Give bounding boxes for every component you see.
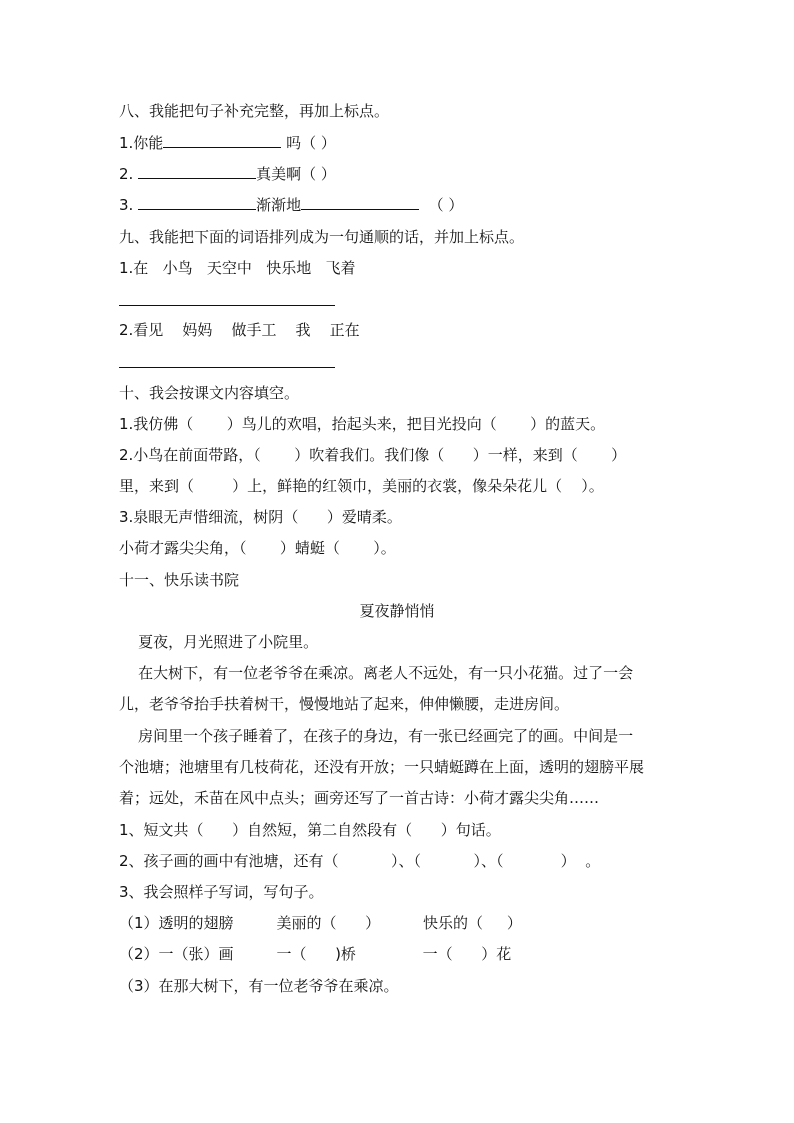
s8-q3-blank-2[interactable] [301,195,419,210]
s8-q1-prefix: 1.你能 [119,134,164,152]
s8-q2-prefix: 2. [119,165,139,183]
s11-question-2: 2、孩子画的画中有池塘，还有（ ）、（ ）、（ ） 。 [119,852,601,870]
section-10-title: 十、我会按课文内容填空。 [119,384,300,402]
s9-question-1: 1.在 小鸟 天空中 快乐地 飞着 [119,259,356,277]
s11-question-1: 1、短文共（ ）自然短，第二自然段有（ ）句话。 [119,821,501,839]
s8-q3-middle: 渐渐地 [256,196,302,214]
section-8-title: 八、我能把句子补充完整，再加上标点。 [119,102,390,120]
s11-q3-item-2: （2）一（张）画 一（ )桥 一（ ）花 [119,945,512,963]
story-paragraph-3-line-1: 房间里一个孩子睡着了，在孩子的身边，有一张已经画完了的画。中间是一 [119,727,634,745]
s8-question-2 [119,164,336,184]
s8-q2-blank[interactable] [138,164,256,179]
s10-line-1: 1.我仿佛（ ）鸟儿的欢唱，抬起头来，把目光投向（ ）的蓝天。 [119,415,606,433]
s8-question-3 [119,195,463,215]
s9-answer-line-2[interactable] [119,367,335,368]
story-paragraph-1: 夏夜，月光照进了小院里。 [119,633,319,651]
s8-q2-suffix: 真美啊（ ） [256,165,336,183]
s10-line-5: 小荷才露尖尖角，（ ）蜻蜓（ ）。 [119,539,396,557]
s11-question-3: 3、我会照样子写词，写句子。 [119,883,324,901]
s11-q3-item-1: （1）透明的翅膀 美丽的（ ） 快乐的（ ） [119,914,522,932]
section-9-title: 九、我能把下面的词语排列成为一句通顺的话，并加上标点。 [119,228,525,246]
s8-q1-suffix: 吗（ ） [281,134,336,152]
s10-line-2: 2.小鸟在前面带路，（ ）吹着我们。我们像（ ）一样，来到（ ） [119,446,627,464]
story-title: 夏夜静悄悄 [359,602,435,620]
s11-q3-item-3: （3）在那大树下，有一位老爷爷在乘凉。 [119,977,399,995]
story-paragraph-3-line-3: 着；远处，禾苗在风中点头；画旁还写了一首古诗：小荷才露尖尖角…… [119,789,600,807]
s8-q1-blank[interactable] [163,133,281,148]
s10-line-3: 里，来到（ ）上，鲜艳的红领巾，美丽的衣裳，像朵朵花儿（ ）。 [119,477,604,495]
s8-q3-prefix: 3. [119,196,139,214]
s8-question-1 [119,133,336,153]
story-paragraph-3-line-2: 个池塘；池塘里有几枝荷花，还没有开放；一只蜻蜓蹲在上面，透明的翅膀平展 [119,758,645,776]
s10-line-4: 3.泉眼无声惜细流，树阴（ ）爱晴柔。 [119,508,402,526]
section-11-title: 十一、快乐读书院 [119,571,240,589]
s9-answer-line-1[interactable] [119,305,335,306]
s8-q3-suffix: （ ） [419,196,464,214]
s9-question-2: 2.看见 妈妈 做手工 我 正在 [119,321,360,339]
s8-q3-blank-1[interactable] [138,195,256,210]
story-paragraph-2-line-1: 在大树下，有一位老爷爷在乘凉。离老人不远处，有一只小花猫。过了一会 [119,664,634,682]
story-paragraph-2-line-2: 儿，老爷爷抬手扶着树干，慢慢地站了起来，伸伸懒腰，走进房间。 [119,695,570,713]
